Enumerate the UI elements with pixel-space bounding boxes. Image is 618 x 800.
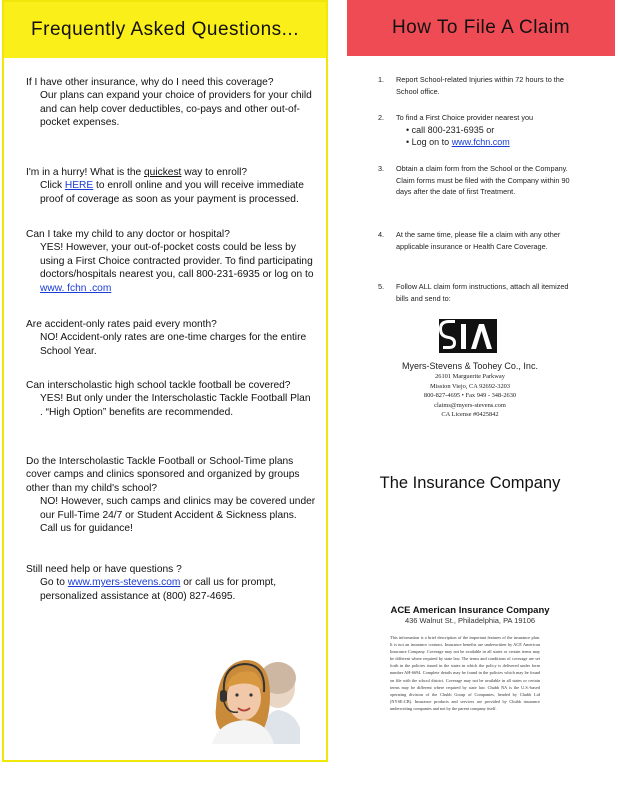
insurance-company-label: The Insurance Company <box>379 474 561 492</box>
step-number: 4. <box>378 230 385 239</box>
company-name: Myers-Stevens & Toohey Co., Inc. <box>402 361 538 371</box>
enroll-here-link[interactable]: HERE <box>64 180 94 192</box>
disclaimer-text: This information is a brief description of the important features of the insurance plan. It is not an insurance contract. Insurance benefits are underwritten by ACE American Insurance Company. Coverage may not be available in all states or certain terms may be different where required by state law. The terms and conditions of coverage are set forth in the policies issued in the states in which the policy is delivered under form number AH-6694. Complete details may be found in the policies which may be found on file with the school district. Coverage may not be available in all states or certain terms may be different where required by state law. Chubb NA is the U.S.-based operating division of the Chubb Group of Companies, headed by Chubb Ltd (NYSE:CB). Insurance products and services are provided by Chubb insurance underwriting companies and not by the parent company itself. <box>390 635 540 711</box>
step-number: 5. <box>378 282 385 291</box>
faq-item <box>26 563 316 603</box>
faq-answer: Go to www.myers-stevens.com or call us for prompt, personalized assistance at (800) 827-4695. <box>40 577 277 602</box>
underwriter-name: ACE American Insurance Company <box>390 605 550 616</box>
claim-step <box>378 281 583 304</box>
faq-answer: NO! Accident-only rates are one-time charges for the entire School Year. <box>40 332 307 357</box>
faq-answer: YES! However, your out-of-pocket costs could be less by using a First Choice contracted provider. To find participating doctors/hospitals nearest you, call 800-231-6935 or log on to www. fchn .com <box>40 242 314 294</box>
step-number: 2. <box>378 113 385 122</box>
faq-header <box>4 2 326 58</box>
myers-stevens-link[interactable]: www.myers-stevens.com <box>67 577 181 589</box>
faq-item <box>26 166 316 206</box>
faq-question: Still need help or have questions ? <box>26 564 182 575</box>
faq-title: Frequently Asked Questions... <box>31 19 299 40</box>
underwriter-address: 436 Walnut St., Philadelphia, PA 19106 <box>404 616 536 625</box>
step-text: Report School-related Injuries within 72 hours to the School office. <box>396 75 564 96</box>
faq-question: Are accident-only rates paid every month? <box>26 319 217 330</box>
faq-question: Can interscholastic high school tackle football be covered? <box>26 380 291 391</box>
faq-question: I'm in a hurry! What is the quickest way to enroll? <box>26 167 248 178</box>
phone-fax: 800-827-4695 • Fax 949 - 348-2630 <box>423 392 517 400</box>
city: Mission Viejo, CA 92692-3203 <box>429 382 511 390</box>
mailing-address <box>370 360 570 420</box>
faq-question: Do the Interscholastic Tackle Football or School-Time plans cover camps and clinics sponsored and organized by groups other than my child's school? <box>26 456 300 494</box>
claim-title: How To File A Claim <box>391 17 571 38</box>
fchn-link[interactable]: www.fchn.com <box>451 137 510 147</box>
faq-item <box>26 318 316 358</box>
faq-question: If I have other insurance, why do I need this coverage? <box>26 77 274 88</box>
claims-email: claims@myers-stevens.com <box>434 401 506 409</box>
step-text: At the same time, please file a claim with any other applicable insurance or Health Care Coverage. <box>396 230 561 251</box>
step-text: Obtain a claim form from the School or the Company. Claim forms must be filed with the Company within 90 days after the date of first Treatment. <box>396 164 570 196</box>
step-text: To find a First Choice provider nearest you <box>396 113 534 122</box>
faq-answer: NO! However, such camps and clinics may be covered under our Full-Time 24/7 or Student Accident & Sickness plans. Call us for guidance! <box>40 496 316 535</box>
claim-step <box>378 229 583 252</box>
myers-stevens-logo <box>439 319 497 353</box>
fchn-link[interactable]: www. fchn .com <box>40 282 112 294</box>
faq-item <box>26 76 316 130</box>
customer-service-agent-photo <box>208 648 300 744</box>
step-subitem: • Log on to www.fchn.com <box>406 137 510 147</box>
faq-answer: Our plans can expand your choice of providers for your child and can help cover deductibles, co-pays and other out-of-pocket expenses. <box>40 90 312 129</box>
step-number: 3. <box>378 164 385 173</box>
faq-item <box>26 379 316 419</box>
faq-answer: Click HERE to enroll online and you will receive immediate proof of coverage as soon as your payment is processed. <box>40 180 304 205</box>
step-text: Follow ALL claim form instructions, attach all itemized bills and send to: <box>396 282 569 303</box>
claim-header <box>347 0 615 56</box>
faq-item <box>26 455 316 535</box>
claim-step <box>378 112 583 149</box>
claim-step <box>378 163 583 198</box>
step-subitem: • call 800-231-6935 or <box>406 124 495 135</box>
faq-item <box>26 228 316 295</box>
claim-step <box>378 74 583 97</box>
license: CA License #0425842 <box>441 411 499 419</box>
underwriter <box>370 605 570 626</box>
faq-answer: YES! But only under the Interscholastic Tackle Football Plan . “High Option” benefits are recommended. <box>40 393 311 418</box>
street: 26101 Marguerite Parkway <box>435 373 505 380</box>
step-number: 1. <box>378 75 385 84</box>
faq-question: Can I take my child to any doctor or hospital? <box>26 229 230 240</box>
